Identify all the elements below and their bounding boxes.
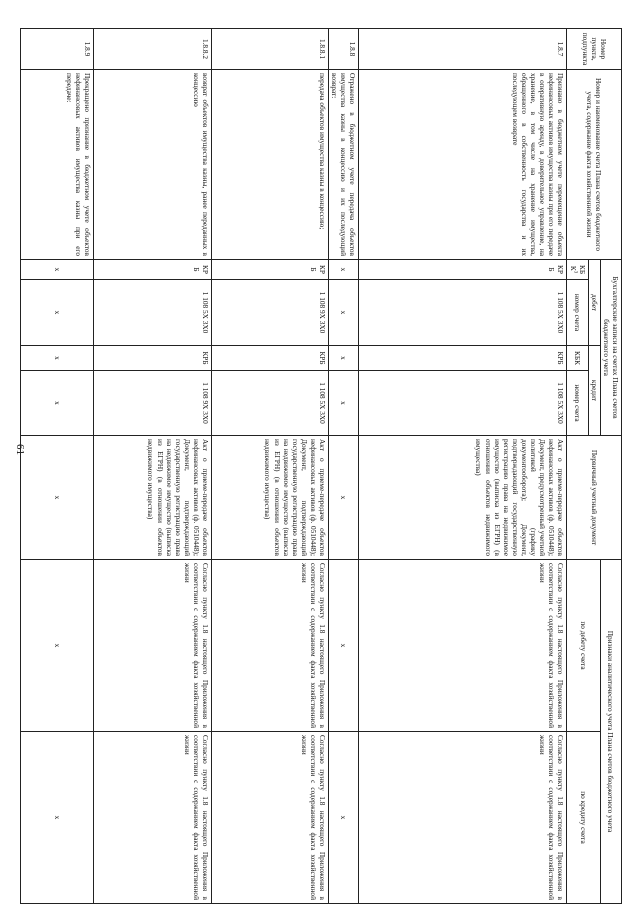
row-num: 1.8.8.2 [94,29,212,70]
row-debit-acc: 1 108 5Х 3Х0 [359,280,567,346]
row-an-debit: Согласно пункту 1.8 настоящего Приложения в соответствии с содержанием факта хозяйственной жизни [212,560,329,732]
table-row [21,29,94,904]
header-an-debit: по дебету счета [567,560,600,732]
row-debit-acc: 1 108 5Х 3Х0 [94,280,212,346]
row-credit-acc: 1 108 5Х 3Х0 [212,371,329,436]
row-doc: Акт о приеме-передаче объектов нефинансовых активов (ф. 0510448); Документ, предусмотренный учетной политикой (графику документооборота); Документ, подтверждающий государственную регистрацию права на недвижимое имущество (выписка из ЕГРН) (в отношении объектов недвижимого имущества) [359,436,567,560]
row-text: Признано в бюджетном учете перемещение объекта нефинансовых активов имущества казны при его передаче в оперативную аренду, в доверительное управление, на хранение, в том числе на хранение имущества, обращенного в собственность государства и их последующем возврате [359,70,567,260]
row-an-credit: Согласно пункту 1.8 настоящего Приложения в соответствии с содержанием факта хозяйственной жизни [359,732,567,904]
row-num: 1.8.8 [329,29,359,70]
header-entries: Бухгалтерские записи на счетах Плана счетов бюджетного учета [600,260,621,436]
row-an-credit: Согласно пункту 1.8 настоящего Приложения в соответствии с содержанием факта хозяйственной жизни [94,732,212,904]
row-an-debit: Согласно пункту 1.8 настоящего Приложения в соответствии с содержанием факта хозяйственной жизни [359,560,567,732]
row-credit-kbk: х [21,346,94,371]
row-an-debit: х [21,560,94,732]
table-row [359,29,567,904]
table-row [329,29,359,904]
row-doc: х [21,436,94,560]
row-text: передача объектов имущества казны в концессию; [212,70,329,260]
row-an-credit: Согласно пункту 1.8 настоящего Приложения в соответствии с содержанием факта хозяйственной жизни [212,732,329,904]
row-credit-kbk: х [329,346,359,371]
table-row [212,29,329,904]
row-debit-acc: х [329,280,359,346]
header-name: Номер и наименование счета Плана счетов бюджетного учета, содержание факта хозяйственной жизни [567,70,622,260]
row-text: Прекращено признание в бюджетном учете объектов нефинансовых активов имущества казны при его передаче: [21,70,94,260]
rotated-page [20,28,622,903]
row-credit-acc: 1 108 5Х 3Х0 [359,371,567,436]
accounting-table [20,28,622,904]
header-credit: кредит [588,346,600,436]
row-doc: х [329,436,359,560]
row-an-debit: Согласно пункту 1.8 настоящего Приложения в соответствии с содержанием факта хозяйственной жизни [94,560,212,732]
row-an-debit: х [329,560,359,732]
row-text: Отражено в бюджетном учете передача объектов имущества казны в концессию и их последующий возврат: [329,70,359,260]
row-debit-acc: 1 108 9Х 3Х0 [212,280,329,346]
header-acc-debit: номер счета [567,280,588,346]
row-num: 1.8.7 [359,29,567,70]
header-acc-credit: номер счета [567,371,588,436]
row-debit-kbk: КРБ [212,260,329,280]
row-text: возврат объектов имущества казны, ранее переданных в концессию [94,70,212,260]
page-number: 61 [14,444,26,455]
row-credit-kbk: КРБ [359,346,567,371]
row-debit-acc: х [21,280,94,346]
row-an-credit: х [329,732,359,904]
row-credit-kbk: КРБ [94,346,212,371]
row-debit-kbk: х [21,260,94,280]
row-doc: Акт о приеме-передаче объектов нефинансовых активов (ф. 0510448); Документ, подтверждающий государственную регистрацию права на недвижимое имущество (выписка из ЕГРН) (в отношении объектов недвижимого имущества) [94,436,212,560]
row-debit-kbk: КРБ [359,260,567,280]
row-credit-kbk: КРБ [212,346,329,371]
header-kbk-debit: КБК$^3$ [567,260,588,280]
row-debit-kbk: КРБ [94,260,212,280]
row-credit-acc: х [21,371,94,436]
header-kbk-credit: КБК [567,346,588,371]
row-num: 1.8.8.1 [212,29,329,70]
table-row [94,29,212,904]
row-debit-kbk: х [329,260,359,280]
row-credit-acc: х [329,371,359,436]
row-doc: Акт о приеме-передаче объектов нефинансовых активов (ф. 0510448); Документ, подтверждающий государственную регистрацию права на недвижимое имущество (выписка из ЕГРН) (в отношении объектов недвижимого имущества) [212,436,329,560]
header-num: Номер пункта, подпункта [567,29,622,70]
row-credit-acc: 1 108 9Х 3Х0 [94,371,212,436]
row-an-credit: х [21,732,94,904]
row-num: 1.8.9 [21,29,94,70]
header-an-credit: по кредиту счета [567,732,600,904]
header-analytic: Признаки аналитического учета Плана счетов бюджетного учета [600,560,621,904]
header-doc: Первичный учетный документ [567,436,622,560]
header-debit: дебет [588,260,600,346]
